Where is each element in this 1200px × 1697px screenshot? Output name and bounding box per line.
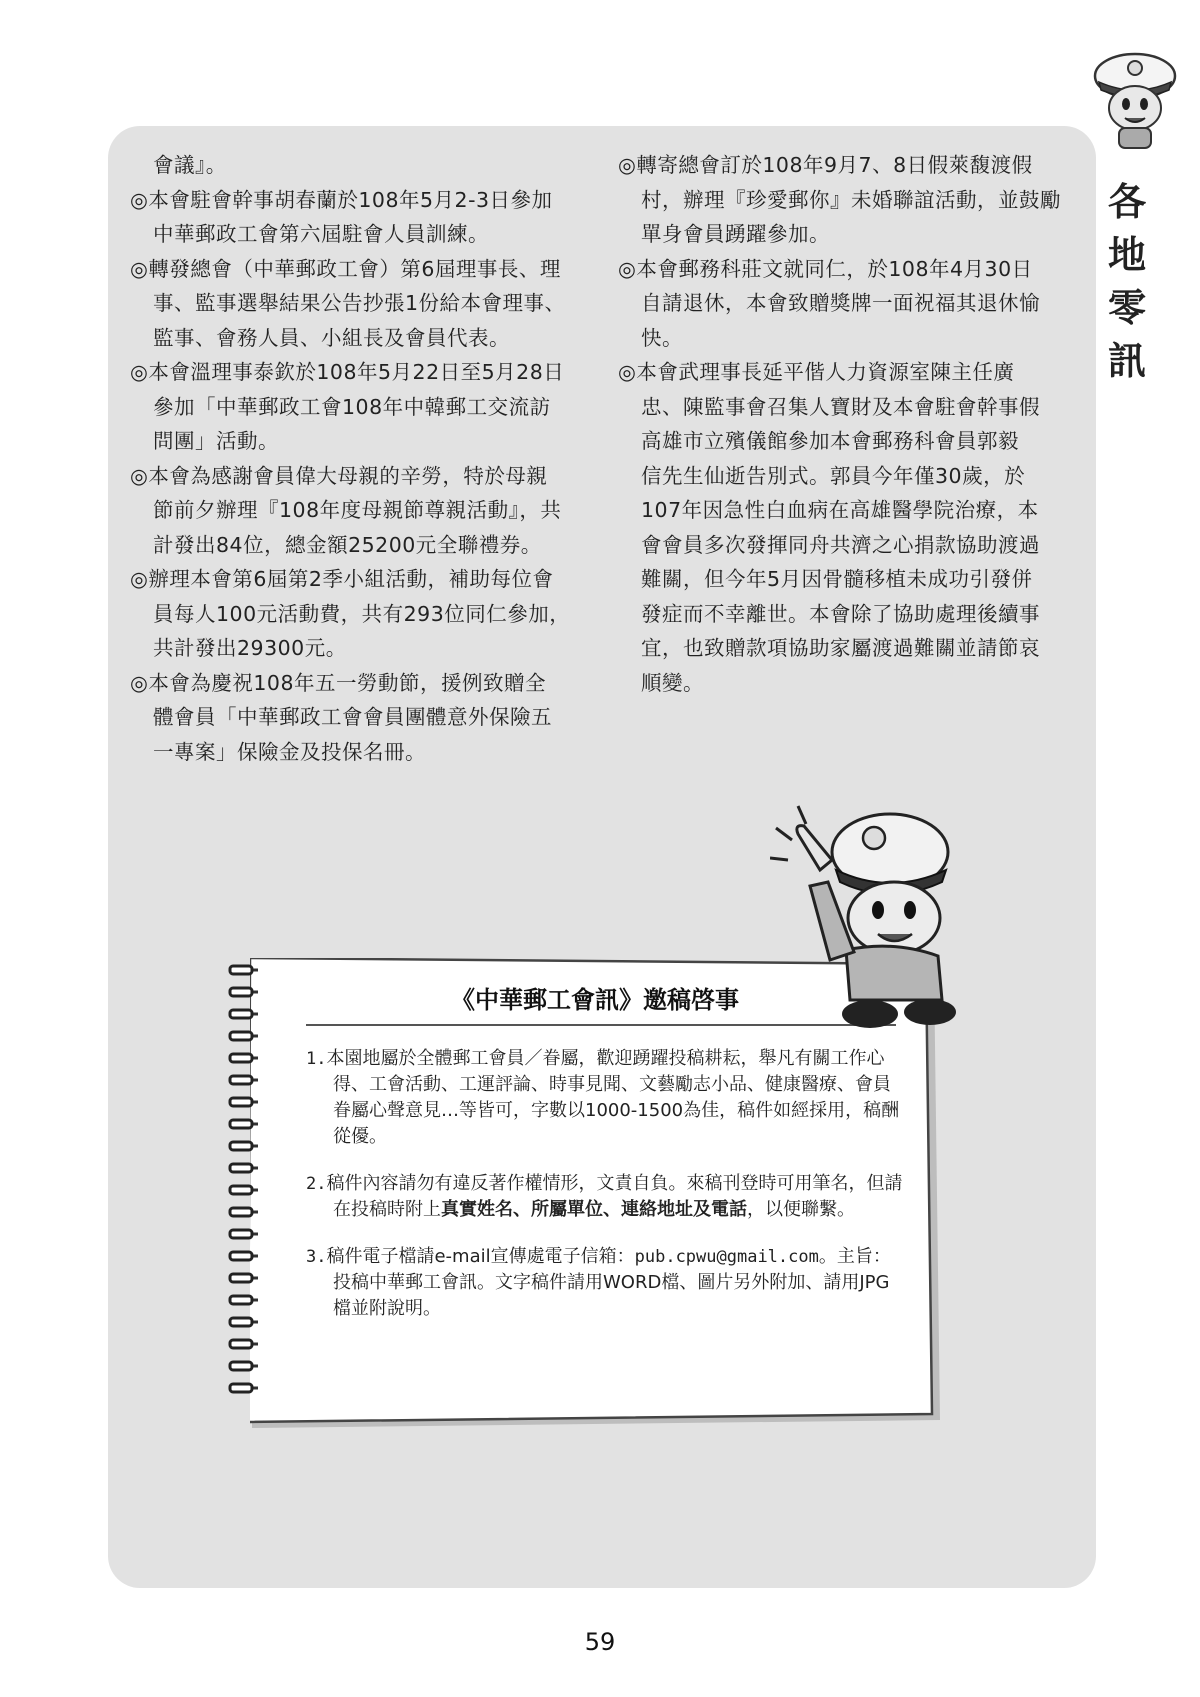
news-line: 會議』。 <box>153 153 227 177</box>
required-info: 真實姓名、所屬單位、連絡地址及電話 <box>441 1199 747 1220</box>
news-line: 監事、會務人員、小組長及會員代表。 <box>153 325 510 350</box>
news-line: 村，辦理『珍愛郵你』未婚聯誼活動，並鼓勵 <box>641 187 1061 212</box>
news-item <box>618 252 1074 356</box>
item-number: 1. <box>306 1049 327 1069</box>
news-line: 參加「中華郵政工會108年中韓郵工交流訪 <box>153 394 551 419</box>
notice-item <box>306 1171 906 1223</box>
notice-title: 《中華郵工會訊》邀稿啓事 <box>451 986 739 1014</box>
news-line: 計發出84位，總金額25200元全聯禮券。 <box>153 532 542 557</box>
news-line: 事、監事選舉結果公告抄張1份給本會理事、 <box>153 291 566 315</box>
news-line: 共計發出29300元。 <box>153 636 347 660</box>
item-number: 2. <box>306 1174 327 1194</box>
news-line: 難關，但今年5月因骨髓移植未成功引發併 <box>641 567 1033 591</box>
news-line: ◎辦理本會第6屆第2季小組活動，補助每位會 <box>130 567 554 591</box>
item-text: 稿件內容請勿有違反著作權情形，文責自負。來稿刊登時可用筆名，但請在投稿時附上 <box>326 1173 903 1220</box>
left-column <box>130 148 595 769</box>
news-item <box>130 148 595 183</box>
notice-body <box>306 1046 906 1343</box>
news-line: 快。 <box>641 325 683 350</box>
side-title-char: 各 <box>1107 179 1146 224</box>
news-line: 高雄市立殯儀館參加本會郵務科會員郭毅 <box>641 429 1019 453</box>
news-line: ◎本會武理事長延平偕人力資源室陳主任廣 <box>618 360 1015 384</box>
news-line: ◎本會為感謝會員偉大母親的辛勞，特於母親 <box>130 463 548 488</box>
news-item <box>130 183 595 252</box>
side-title-char: 訊 <box>1107 338 1146 383</box>
news-line: ◎本會為慶祝108年五一勞動節，援例致贈全 <box>130 670 547 695</box>
item-text: 稿件電子檔請e-mail宣傳處電子信箱： <box>326 1246 635 1267</box>
item-text: ，以便聯繫。 <box>747 1199 855 1220</box>
item-number: 3. <box>306 1247 327 1267</box>
news-item <box>618 148 1074 252</box>
news-line: 問團」活動。 <box>153 429 279 453</box>
news-line: 信先生仙逝告別式。郭員今年僅30歲，於 <box>641 463 1026 488</box>
notice-item <box>306 1046 906 1150</box>
news-line: 發症而不幸離世。本會除了協助處理後續事 <box>641 601 1040 626</box>
page-number: 59 <box>584 1628 616 1656</box>
spiral-binding-icon <box>228 958 258 1435</box>
item-text: 。主旨：投稿中華郵工會訊。文字稿件請用WORD檔、圖片另外附加、請用JPG檔並附說明。 <box>333 1246 891 1319</box>
news-item <box>130 252 595 356</box>
news-line: ◎轉發總會（中華郵政工會）第6屆理事長、理 <box>130 256 561 281</box>
news-line: 自請退休，本會致贈獎牌一面祝福其退休愉 <box>641 291 1040 315</box>
news-line: ◎本會郵務科莊文就同仁，於108年4月30日 <box>618 256 1033 281</box>
news-line: 一專案」保險金及投保名冊。 <box>153 739 426 764</box>
news-line: 中華郵政工會第六屆駐會人員訓練。 <box>153 222 489 246</box>
news-item <box>130 666 595 770</box>
item-text: 本園地屬於全體郵工會員／眷屬，歡迎踴躍投稿耕耘，舉凡有關工作心得、工會活動、工運評論、時事見聞、文藝勵志小品、健康醫療、會員眷屬心聲意見…等皆可，字數以1000-1500為佳，稿件如經採用，稿酬從優。 <box>326 1048 900 1147</box>
news-line: 員每人100元活動費，共有293位同仁參加， <box>153 601 571 626</box>
news-item <box>130 355 595 459</box>
news-line: ◎本會駐會幹事胡春蘭於108年5月2-3日參加 <box>130 187 553 212</box>
notice-item <box>306 1244 906 1322</box>
news-item <box>130 459 595 563</box>
mascot-pointing-icon <box>770 800 980 1035</box>
news-line: 順變。 <box>641 670 704 695</box>
right-column <box>618 148 1074 700</box>
news-line: 體會員「中華郵政工會會員團體意外保險五 <box>153 705 552 729</box>
news-line: 會會員多次發揮同舟共濟之心捐款協助渡過 <box>641 532 1040 557</box>
side-title-char: 地 <box>1107 232 1146 277</box>
side-title <box>1105 175 1149 387</box>
news-item <box>618 355 1074 700</box>
email-address[interactable]: pub.cpwu@gmail.com <box>634 1247 819 1267</box>
news-line: ◎本會溫理事泰欽於108年5月22日至5月28日 <box>130 360 565 384</box>
side-title-char: 零 <box>1107 285 1146 330</box>
news-line: 107年因急性白血病在高雄醫學院治療，本 <box>641 498 1039 522</box>
news-line: 忠、陳監事會召集人寶財及本會駐會幹事假 <box>641 394 1040 419</box>
news-item <box>130 562 595 666</box>
news-line: 節前夕辦理『108年度母親節尊親活動』，共 <box>153 498 562 522</box>
mascot-small-icon <box>1085 42 1185 154</box>
news-line: ◎轉寄總會訂於108年9月7、8日假萊馥渡假 <box>618 153 1033 177</box>
news-line: 單身會員踴躍參加。 <box>641 222 830 246</box>
news-line: 宜，也致贈款項協助家屬渡過難關並請節哀 <box>641 636 1040 660</box>
